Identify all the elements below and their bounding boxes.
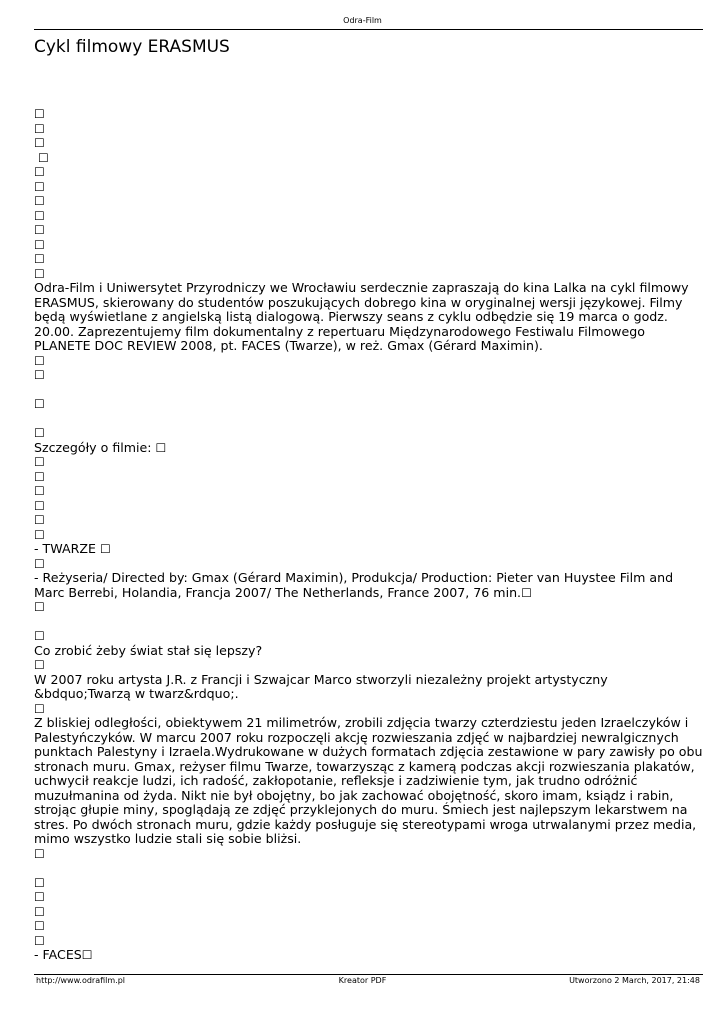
placeholder-glyph xyxy=(34,397,704,412)
box-icon: ☐ xyxy=(34,875,45,890)
placeholder-glyph xyxy=(34,658,704,673)
box-icon: ☐ xyxy=(34,600,45,614)
placeholder-glyph xyxy=(34,702,704,717)
spacer xyxy=(34,383,704,398)
box-icon: ☐ xyxy=(34,237,45,252)
box-icon: ☐ xyxy=(34,121,45,136)
box-icon: ☐ xyxy=(34,658,45,672)
page-title: Cykl filmowy ERASMUS xyxy=(34,37,230,57)
placeholder-glyph xyxy=(34,484,704,499)
box-icon: ☐ xyxy=(34,107,45,121)
placeholder-glyph xyxy=(34,934,704,949)
spacer xyxy=(34,861,704,876)
box-icon: ☐ xyxy=(34,498,45,513)
placeholder-glyph xyxy=(34,368,704,383)
story-paragraph: Z bliskiej odległości, obiektywem 21 milimetrów, zrobili zdjęcia twarzy czterdziestu jeden Izraelczyków i Palestyńczyków. W marcu 2007 roku rozpoczęli akcję rozwieszania zdjęć w najbardziej newralgicznych punktach Palestyny i Izraela.Wydrukowane w dużych formatach zdjęcia zestawione w pary zawisły po obu stronach muru. Gmax, reżyser filmu Twarze, towarzysząc z kamerą podczas akcji rozwieszania plakatów, uchwycił reakcje ludzi, ich radość, zakłopotanie, refleksje i zadziwienie tym, jak trudno odróżnić muzułmanina od żyda. Nikt nie był obojętny, bo jak zachować obojętność, skoro imam, ksiądz i rabin, strojąc głupie miny, spoglądają ze zdjęć przyklejonych do muru. Śmiech jest najlepszym lekarstwem na stres. Po dwóch stronach muru, gdzie każdy posługuje się stereotypami wroga utrwalanymi przez media, mimo wszystko ludzie stali się sobie bliżsi. xyxy=(34,715,703,846)
box-icon: ☐ xyxy=(34,933,45,948)
footer-generator: Kreator PDF xyxy=(338,976,387,985)
box-icon: ☐ xyxy=(34,266,45,281)
placeholder-glyph xyxy=(34,354,704,369)
box-icon: ☐ xyxy=(34,179,45,194)
box-icon: ☐ xyxy=(34,194,45,208)
film-title-line xyxy=(34,542,704,557)
box-icon: ☐ xyxy=(34,252,45,266)
box-icon: ☐ xyxy=(34,890,45,904)
film-title: - TWARZE xyxy=(34,541,100,556)
box-icon: ☐ xyxy=(34,455,45,469)
credits-line xyxy=(34,571,704,600)
spacer xyxy=(34,615,704,630)
box-icon: ☐ xyxy=(34,629,45,643)
placeholder-glyph xyxy=(34,252,704,267)
placeholder-glyph xyxy=(34,426,704,441)
placeholder-glyph xyxy=(34,122,704,137)
placeholder-glyph xyxy=(34,905,704,920)
box-icon: ☐ xyxy=(38,150,49,165)
box-icon: ☐ xyxy=(34,904,45,919)
box-icon: ☐ xyxy=(34,527,45,542)
placeholder-glyph xyxy=(34,151,704,166)
placeholder-glyph xyxy=(34,180,704,195)
placeholder-glyph xyxy=(34,876,704,891)
placeholder-glyph xyxy=(34,267,704,282)
box-icon: ☐ xyxy=(155,440,167,455)
placeholder-glyph xyxy=(34,209,704,224)
placeholder-glyph xyxy=(34,528,704,543)
box-icon: ☐ xyxy=(34,556,45,571)
box-icon: ☐ xyxy=(34,208,45,223)
box-icon: ☐ xyxy=(34,353,45,368)
intro-paragraph: Odra-Film i Uniwersytet Przyrodniczy we Wrocławiu serdecznie zapraszają do kina Lalka na cykl filmowy ERASMUS, skierowany do studentów poszukujących dobrego kina w oryginalnej wersji językowej. Filmy będą wyświetlane z angielską listą dialogową. Pierwszy seans z cyklu odbędzie się 19 marca o godz. 20.00. Zaprezentujemy film dokumentalny z repertuaru Międzynarodowego Festiwalu Filmowego PLANETE DOC REVIEW 2008, pt. FACES (Twarze), w reż. Gmax (Gérard Maximin). xyxy=(34,280,689,353)
footer-created: Utworzono 2 March, 2017, 21:48 xyxy=(569,976,700,985)
placeholder-glyph xyxy=(34,223,704,238)
box-icon: ☐ xyxy=(34,846,45,861)
box-icon: ☐ xyxy=(34,165,45,179)
placeholder-glyph xyxy=(34,629,704,644)
placeholder-glyph xyxy=(34,455,704,470)
placeholder-glyph xyxy=(34,470,704,485)
closing-text: - FACES xyxy=(34,947,82,962)
placeholder-glyph xyxy=(34,107,704,122)
placeholder-glyph xyxy=(34,238,704,253)
header-site-name: Odra-Film xyxy=(343,16,382,25)
box-icon: ☐ xyxy=(34,513,45,527)
placeholder-glyph xyxy=(34,557,704,572)
spacer xyxy=(34,412,704,427)
box-icon: ☐ xyxy=(34,701,45,716)
box-icon: ☐ xyxy=(34,919,45,933)
box-icon: ☐ xyxy=(81,948,93,962)
box-icon: ☐ xyxy=(34,397,45,411)
placeholder-glyph xyxy=(34,919,704,934)
box-icon: ☐ xyxy=(34,469,45,484)
placeholder-glyph xyxy=(34,847,704,862)
box-icon: ☐ xyxy=(34,136,45,150)
box-icon: ☐ xyxy=(34,223,45,237)
article-body xyxy=(34,107,704,963)
box-icon: ☐ xyxy=(521,585,532,600)
footer-divider xyxy=(34,974,703,975)
credits-text: - Reżyseria/ Directed by: Gmax (Gérard Maximin), Produkcja/ Production: Pieter van Huystee Film and Marc Berrebi, Holandia, Francja 2007/ The Netherlands, France 2007, 76 min. xyxy=(34,570,674,600)
placeholder-glyph xyxy=(34,600,704,615)
footer-url[interactable]: http://www.odrafilm.pl xyxy=(36,976,126,985)
closing-line xyxy=(34,948,704,963)
question-heading: Co zrobić żeby świat stał się lepszy? xyxy=(34,642,263,658)
project-paragraph: W 2007 roku artysta J.R. z Francji i Szwajcar Marco stworzyli niezależny projekt artystyczny &bdquo;Twarzą w twarz&rdquo;. xyxy=(34,671,608,701)
details-label: Szczegóły o filmie: xyxy=(34,439,156,455)
placeholder-glyph xyxy=(34,499,704,514)
placeholder-glyph xyxy=(34,165,704,180)
placeholder-glyph xyxy=(34,890,704,905)
placeholder-glyph xyxy=(34,194,704,209)
box-icon: ☐ xyxy=(34,426,45,440)
box-icon: ☐ xyxy=(34,368,45,382)
box-icon: ☐ xyxy=(34,484,45,498)
header-divider xyxy=(34,29,703,30)
placeholder-glyph xyxy=(34,136,704,151)
box-icon: ☐ xyxy=(99,542,111,556)
details-heading xyxy=(34,441,704,456)
placeholder-glyph xyxy=(34,513,704,528)
